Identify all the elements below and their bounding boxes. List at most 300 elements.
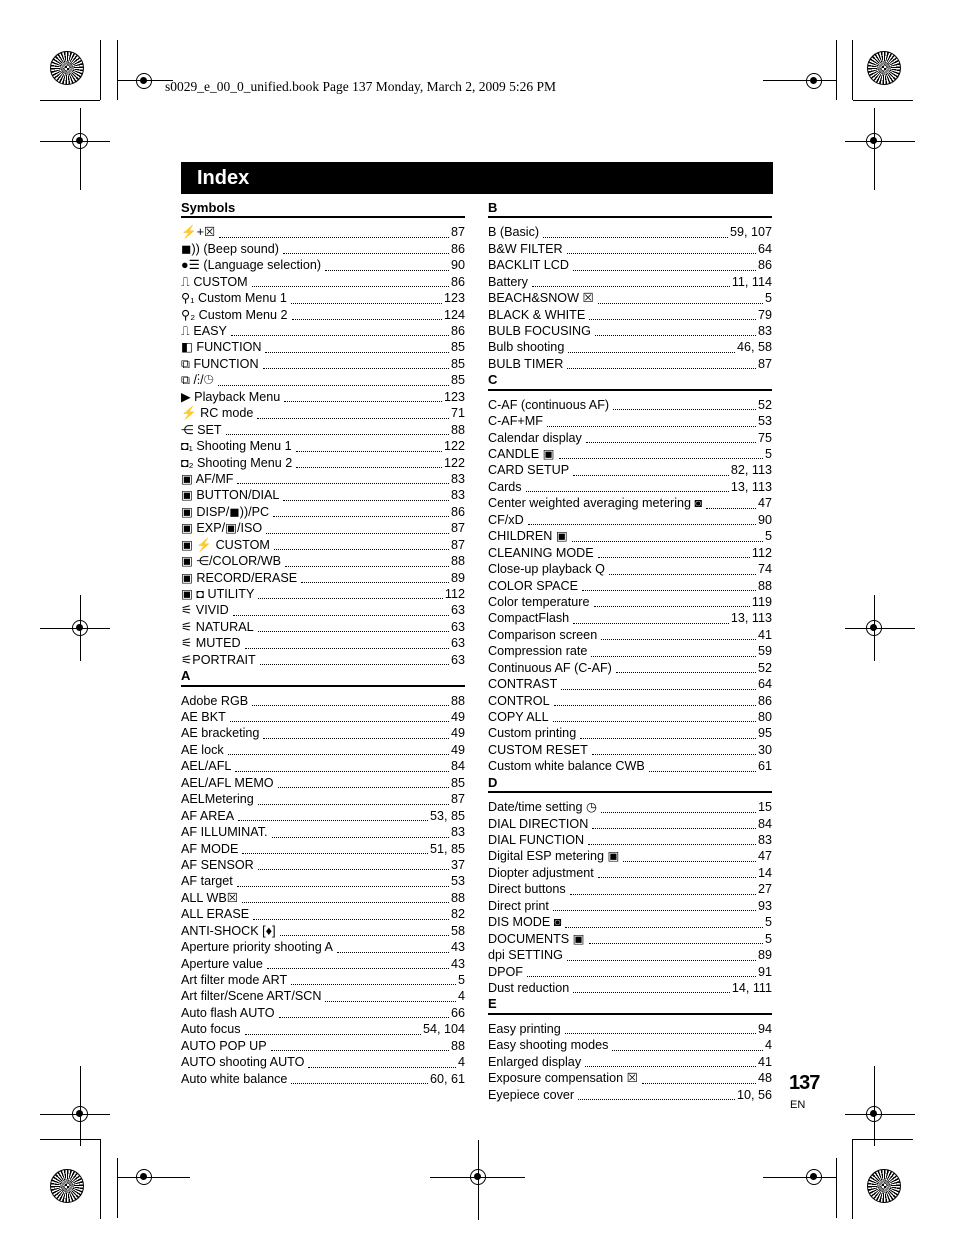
dot-leader xyxy=(589,943,763,944)
dot-leader xyxy=(267,968,449,969)
index-term: C-AF (continuous AF) xyxy=(488,397,610,412)
index-term: BLACK & WHITE xyxy=(488,307,586,322)
index-entry xyxy=(488,339,772,355)
index-pages: 4 xyxy=(457,989,465,1004)
dot-leader xyxy=(553,721,756,722)
index-term: CLEANING MODE xyxy=(488,545,594,560)
index-term: ⚟PORTRAIT xyxy=(181,652,256,667)
dot-leader xyxy=(237,886,449,887)
index-pages: 84 xyxy=(757,816,772,831)
index-entry xyxy=(488,709,772,725)
index-entry xyxy=(181,570,465,586)
index-entry xyxy=(181,504,465,520)
index-term: ANTI-SHOCK [♦] xyxy=(181,923,276,938)
index-term: COLOR SPACE xyxy=(488,578,579,593)
index-term: Art filter/Scene ART/SCN xyxy=(181,989,322,1004)
index-entry xyxy=(181,405,465,421)
index-pages: 5 xyxy=(764,529,772,544)
index-entry xyxy=(488,512,772,528)
index-term: Adobe RGB xyxy=(181,693,249,708)
dot-leader xyxy=(586,442,756,443)
dot-leader xyxy=(238,820,428,821)
index-entry xyxy=(488,1037,772,1053)
index-entry xyxy=(181,1005,465,1021)
index-pages: 5 xyxy=(457,973,465,988)
index-entry xyxy=(181,652,465,668)
index-pages: 87 xyxy=(450,537,465,552)
index-entry xyxy=(181,553,465,569)
index-term: Date/time setting ◷ xyxy=(488,800,597,815)
index-entry xyxy=(181,824,465,840)
index-entry xyxy=(488,446,772,462)
registration-wheel-icon xyxy=(50,1169,84,1203)
index-term: CONTRAST xyxy=(488,677,558,692)
index-term: CARD SETUP xyxy=(488,463,570,478)
index-term: ⎍ EASY xyxy=(181,324,227,338)
index-pages: 13, 113 xyxy=(730,611,772,626)
index-term: DPOF xyxy=(488,964,523,979)
index-entry xyxy=(181,356,465,372)
index-pages: 86 xyxy=(757,693,772,708)
index-entry xyxy=(181,758,465,774)
dot-leader xyxy=(595,335,756,336)
dot-leader xyxy=(570,894,756,895)
index-entry xyxy=(488,693,772,709)
dot-leader xyxy=(565,1033,756,1034)
index-term: ⚡+☒ xyxy=(181,225,216,240)
index-entry xyxy=(181,890,465,906)
registration-target-icon xyxy=(806,73,822,89)
index-term: AF AREA xyxy=(181,808,235,823)
index-pages: 86 xyxy=(450,504,465,519)
index-pages: 53 xyxy=(450,874,465,889)
index-entry xyxy=(488,594,772,610)
index-entry xyxy=(181,389,465,405)
index-term: AF MODE xyxy=(181,841,239,856)
index-entry xyxy=(181,857,465,873)
dot-leader xyxy=(598,557,750,558)
index-entry xyxy=(488,323,772,339)
dot-leader xyxy=(292,319,442,320)
dot-leader xyxy=(258,869,449,870)
dot-leader xyxy=(242,902,449,903)
index-term: AELMetering xyxy=(181,792,254,807)
index-pages: 4 xyxy=(764,1038,772,1053)
index-entry xyxy=(488,1070,772,1086)
index-column-right xyxy=(488,200,772,1103)
index-pages: 51, 85 xyxy=(429,841,465,856)
index-entry xyxy=(488,898,772,914)
index-pages: 87 xyxy=(450,521,465,536)
index-term: Digital ESP metering ▣ xyxy=(488,849,620,864)
index-pages: 5 xyxy=(764,915,772,930)
index-pages: 86 xyxy=(450,241,465,256)
index-entry xyxy=(488,643,772,659)
index-term: Exposure compensation ☒ xyxy=(488,1071,638,1086)
index-term: AE lock xyxy=(181,742,224,757)
index-entry xyxy=(488,290,772,306)
index-entry xyxy=(488,742,772,758)
index-pages: 123 xyxy=(443,389,465,404)
index-term: ◧ FUNCTION xyxy=(181,340,262,355)
index-term: ▣ EXP/▣/ISO xyxy=(181,521,263,536)
index-term: AUTO shooting AUTO xyxy=(181,1055,305,1070)
index-entry xyxy=(181,923,465,939)
dot-leader xyxy=(554,705,756,706)
dot-leader xyxy=(567,368,756,369)
index-entry xyxy=(488,241,772,257)
dot-leader xyxy=(582,590,756,591)
index-pages: 86 xyxy=(450,274,465,289)
index-term: ⚟ VIVID xyxy=(181,603,229,618)
index-term: AE BKT xyxy=(181,710,226,725)
registration-wheel-icon xyxy=(867,1169,901,1203)
index-entry xyxy=(488,545,772,561)
dot-leader xyxy=(591,656,756,657)
index-pages: 71 xyxy=(450,406,465,421)
index-pages: 47 xyxy=(757,496,772,511)
page-title: Index xyxy=(181,162,773,194)
index-entry xyxy=(181,471,465,487)
index-pages: 15 xyxy=(757,800,772,815)
dot-leader xyxy=(649,771,756,772)
dot-leader xyxy=(230,721,449,722)
index-entry xyxy=(488,397,772,413)
dot-leader xyxy=(252,286,449,287)
index-pages: 49 xyxy=(450,726,465,741)
index-entry xyxy=(181,693,465,709)
index-pages: 83 xyxy=(757,324,772,338)
index-term: Aperture priority shooting A xyxy=(181,940,333,955)
index-term: ⎍ CUSTOM xyxy=(181,274,248,289)
dot-leader xyxy=(528,524,756,525)
index-entry xyxy=(488,758,772,774)
index-term: Auto flash AUTO xyxy=(181,1005,275,1020)
dot-leader xyxy=(567,253,756,254)
dot-leader xyxy=(258,804,449,805)
index-entry xyxy=(488,1021,772,1037)
index-pages: 63 xyxy=(450,603,465,618)
index-pages: 5 xyxy=(764,447,772,462)
index-entry xyxy=(181,274,465,290)
index-term: AEL/AFL MEMO xyxy=(181,775,274,790)
index-term: ⚲₁ Custom Menu 1 xyxy=(181,291,287,306)
dot-leader xyxy=(280,935,449,936)
dot-leader xyxy=(589,319,756,320)
index-pages: 60, 61 xyxy=(429,1071,465,1086)
section-heading: B xyxy=(488,200,772,218)
index-term: ⚲₂ Custom Menu 2 xyxy=(181,307,288,322)
index-pages: 58 xyxy=(450,923,465,938)
dot-leader xyxy=(543,237,728,238)
index-term: ▶ Playback Menu xyxy=(181,389,281,404)
index-pages: 41 xyxy=(757,1054,772,1069)
index-term: Aperture value xyxy=(181,956,263,971)
index-term: Direct buttons xyxy=(488,882,566,897)
index-pages: 52 xyxy=(757,397,772,412)
dot-leader xyxy=(337,952,449,953)
index-term: Eyepiece cover xyxy=(488,1087,575,1102)
section-heading: E xyxy=(488,996,772,1014)
registration-wheel-icon xyxy=(50,51,84,85)
dot-leader xyxy=(228,754,449,755)
index-entry xyxy=(181,438,465,454)
index-term: AEL/AFL xyxy=(181,759,232,774)
print-info: s0029_e_00_0_unified.book Page 137 Monday, March 2, 2009 5:26 PM xyxy=(165,79,556,94)
index-term: Battery xyxy=(488,274,528,289)
index-entry xyxy=(181,808,465,824)
index-entry xyxy=(181,307,465,323)
index-pages: 66 xyxy=(450,1005,465,1020)
index-pages: 59, 107 xyxy=(729,225,772,240)
index-pages: 14, 111 xyxy=(731,980,772,995)
index-term: ◘₁ Shooting Menu 1 xyxy=(181,439,292,454)
dot-leader xyxy=(526,491,729,492)
index-pages: 61 xyxy=(757,759,772,774)
index-term: ●☰ (Language selection) xyxy=(181,258,322,273)
dot-leader xyxy=(296,467,442,468)
dot-leader xyxy=(612,1050,763,1051)
registration-wheel-icon xyxy=(867,51,901,85)
dot-leader xyxy=(242,853,428,854)
index-entry xyxy=(488,307,772,323)
index-pages: 88 xyxy=(450,422,465,437)
dot-leader xyxy=(273,516,449,517)
dot-leader xyxy=(553,910,756,911)
index-term: C-AF+MF xyxy=(488,414,543,429)
index-term: AF target xyxy=(181,874,233,889)
dot-leader xyxy=(265,352,449,353)
dot-leader xyxy=(226,434,449,435)
index-term: Enlarged display xyxy=(488,1054,582,1069)
index-term: Custom printing xyxy=(488,726,577,741)
index-term: CF/xD xyxy=(488,512,524,527)
index-pages: 53 xyxy=(757,414,772,429)
dot-leader xyxy=(258,631,449,632)
index-term: B&W FILTER xyxy=(488,241,563,256)
index-term: ⋲ SET xyxy=(181,422,222,437)
index-section xyxy=(181,200,465,668)
index-pages: 43 xyxy=(450,940,465,955)
index-term: AUTO POP UP xyxy=(181,1038,267,1053)
index-entry xyxy=(181,725,465,741)
index-term: Close-up playback Q xyxy=(488,562,605,577)
language-label: EN xyxy=(790,1099,806,1111)
index-term: ◼)) (Beep sound) xyxy=(181,241,279,256)
dot-leader xyxy=(573,475,729,476)
index-entry xyxy=(181,988,465,1004)
index-pages: 112 xyxy=(751,545,772,560)
index-pages: 89 xyxy=(757,948,772,963)
dot-leader xyxy=(325,1001,456,1002)
index-entry xyxy=(488,914,772,930)
index-entry xyxy=(181,709,465,725)
dot-leader xyxy=(601,812,756,813)
index-term: Compression rate xyxy=(488,644,588,659)
index-entry xyxy=(181,742,465,758)
index-pages: 64 xyxy=(757,677,772,692)
index-entry xyxy=(488,528,772,544)
index-pages: 88 xyxy=(450,693,465,708)
index-term: Center weighted averaging metering ◙ xyxy=(488,496,703,511)
index-term: DIAL FUNCTION xyxy=(488,833,585,848)
dot-leader xyxy=(572,541,763,542)
dot-leader xyxy=(325,270,449,271)
dot-leader xyxy=(567,960,756,961)
index-section xyxy=(488,372,772,774)
index-pages: 43 xyxy=(450,956,465,971)
index-entry xyxy=(488,257,772,273)
index-term: ⚡ RC mode xyxy=(181,406,254,421)
index-entry xyxy=(181,520,465,536)
index-entry xyxy=(181,537,465,553)
dot-leader xyxy=(279,1017,449,1018)
index-pages: 64 xyxy=(757,241,772,256)
index-term: CompactFlash xyxy=(488,611,570,626)
index-entry xyxy=(181,372,465,388)
index-term: Calendar display xyxy=(488,430,582,445)
index-term: ALL WB☒ xyxy=(181,890,239,905)
section-heading: D xyxy=(488,775,772,793)
dot-leader xyxy=(219,237,449,238)
index-entry xyxy=(488,462,772,478)
index-pages: 88 xyxy=(450,1038,465,1053)
index-entry xyxy=(181,602,465,618)
index-term: ▣ BUTTON/DIAL xyxy=(181,488,280,503)
dot-leader xyxy=(573,270,756,271)
dot-leader xyxy=(565,927,763,928)
index-entry xyxy=(488,274,772,290)
index-pages: 13, 113 xyxy=(730,479,772,494)
index-pages: 90 xyxy=(450,258,465,273)
dot-leader xyxy=(594,606,750,607)
index-term: Direct print xyxy=(488,898,549,913)
index-pages: 5 xyxy=(764,291,772,306)
index-entry xyxy=(488,931,772,947)
dot-leader xyxy=(301,582,449,583)
index-pages: 122 xyxy=(443,439,465,454)
index-pages: 49 xyxy=(450,742,465,757)
index-term: Auto white balance xyxy=(181,1071,288,1086)
index-pages: 63 xyxy=(450,652,465,667)
index-term: Cards xyxy=(488,479,522,494)
index-entry xyxy=(181,1021,465,1037)
index-term: ▣ ⚡ CUSTOM xyxy=(181,537,270,552)
index-pages: 85 xyxy=(450,356,465,371)
dot-leader xyxy=(272,837,449,838)
dot-leader xyxy=(252,705,449,706)
index-pages: 82 xyxy=(450,907,465,922)
dot-leader xyxy=(258,598,443,599)
index-term: Continuous AF (C-AF) xyxy=(488,660,612,675)
index-pages: 4 xyxy=(457,1055,465,1070)
index-term: AF SENSOR xyxy=(181,857,254,872)
index-entry xyxy=(181,939,465,955)
index-entry xyxy=(488,848,772,864)
index-term: ▣ AF/MF xyxy=(181,471,234,486)
index-entry xyxy=(488,660,772,676)
index-term: BEACH&SNOW ☒ xyxy=(488,291,594,306)
index-entry xyxy=(181,906,465,922)
index-term: DIS MODE ◙ xyxy=(488,915,562,930)
index-term: COPY ALL xyxy=(488,710,549,725)
dot-leader xyxy=(235,771,449,772)
index-term: CANDLE ▣ xyxy=(488,447,555,462)
index-entry xyxy=(488,430,772,446)
dot-leader xyxy=(609,574,756,575)
index-entry xyxy=(488,799,772,815)
index-entry xyxy=(181,241,465,257)
index-term: ⚟ MUTED xyxy=(181,636,241,651)
index-entry xyxy=(181,956,465,972)
index-pages: 112 xyxy=(444,587,465,601)
dot-leader xyxy=(559,458,763,459)
index-term: dpi SETTING xyxy=(488,948,563,963)
index-pages: 46, 58 xyxy=(736,340,772,355)
index-pages: 86 xyxy=(757,258,772,273)
index-term: Art filter mode ART xyxy=(181,973,288,988)
index-entry xyxy=(488,676,772,692)
index-term: Easy shooting modes xyxy=(488,1038,609,1053)
dot-leader xyxy=(578,1099,735,1100)
dot-leader xyxy=(568,352,735,353)
index-entry xyxy=(181,487,465,503)
index-term: ▣ RECORD/ERASE xyxy=(181,570,298,585)
dot-leader xyxy=(598,303,763,304)
index-entry xyxy=(181,1038,465,1054)
index-entry xyxy=(488,865,772,881)
dot-leader xyxy=(642,1083,756,1084)
index-section xyxy=(181,668,465,1087)
index-pages: 63 xyxy=(450,636,465,651)
dot-leader xyxy=(283,253,449,254)
dot-leader xyxy=(573,992,730,993)
index-entry xyxy=(181,791,465,807)
index-pages: 75 xyxy=(757,430,772,445)
dot-leader xyxy=(547,426,756,427)
dot-leader xyxy=(231,335,449,336)
index-pages: 85 xyxy=(450,373,465,388)
index-pages: 10, 56 xyxy=(736,1087,772,1102)
index-pages: 122 xyxy=(443,455,465,470)
index-pages: 83 xyxy=(450,825,465,840)
index-term: ⧉ FUNCTION xyxy=(181,356,259,371)
index-pages: 85 xyxy=(450,775,465,790)
index-pages: 52 xyxy=(757,660,772,675)
index-entry xyxy=(181,775,465,791)
index-pages: 83 xyxy=(450,471,465,486)
index-pages: 5 xyxy=(764,931,772,946)
index-entry xyxy=(488,1087,772,1103)
index-entry xyxy=(488,356,772,372)
index-pages: 79 xyxy=(757,307,772,322)
index-entry xyxy=(181,323,465,339)
section-heading: C xyxy=(488,372,772,390)
index-term: BACKLIT LCD xyxy=(488,258,569,273)
index-pages: 27 xyxy=(757,882,772,897)
index-pages: 59 xyxy=(757,644,772,659)
index-pages: 95 xyxy=(757,726,772,741)
index-term: BULB FOCUSING xyxy=(488,324,591,338)
index-pages: 84 xyxy=(450,759,465,774)
index-pages: 123 xyxy=(443,291,465,306)
index-term: CHILDREN ▣ xyxy=(488,529,568,544)
index-term: ◘₂ Shooting Menu 2 xyxy=(181,455,293,470)
dot-leader xyxy=(623,861,756,862)
index-entry xyxy=(488,816,772,832)
dot-leader xyxy=(291,984,456,985)
dot-leader xyxy=(266,533,449,534)
